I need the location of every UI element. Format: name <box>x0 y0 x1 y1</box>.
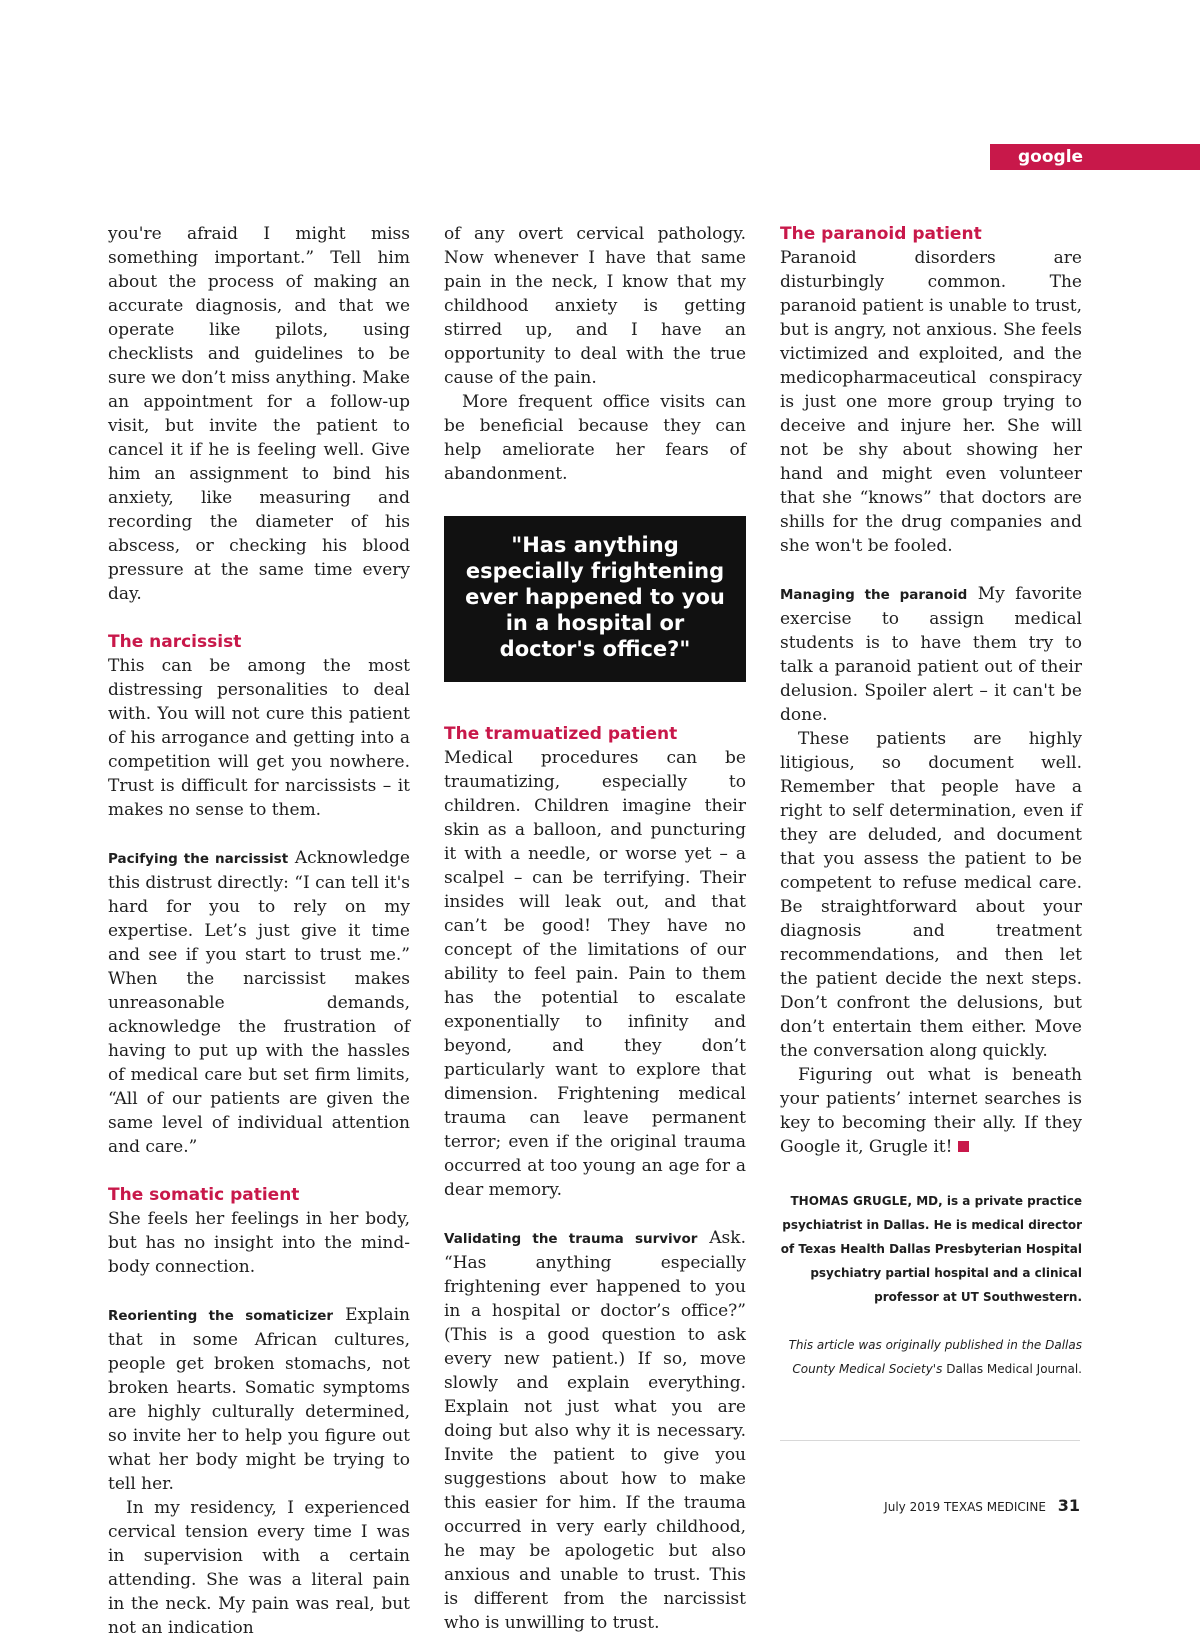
paragraph-traumatized: Medical procedures can be traumatizing, especially to children. Children imagine their skin as a balloon, and puncturing it with a needle, or worse yet – a scalpel – can be terrifying. Their insides will leak out, and that can’t be good! They have no concept of the limitations of our ability to feel pain. Pain to them has the potential to escalate exponentially to infinity and beyond, and they don’t particularly want to explore that dimension. Frightening medical trauma can leave permanent terror; even if the original trauma occurred at too young an age for a dear memory. <box>444 748 746 1200</box>
page-footer <box>884 1496 1080 1515</box>
paragraph-somatic: She feels her feelings in her body, but has no insight into the mind-body connection. <box>108 1209 410 1277</box>
publication-note <box>780 1333 1082 1381</box>
subhead-narcissist: The narcissist <box>108 632 242 652</box>
paragraph-reorienting <box>108 1303 410 1496</box>
run-in-head-managing: Managing the paranoid <box>780 587 968 603</box>
publication-note-italic: This article was originally published in the Dallas County Medical Society's <box>788 1338 1082 1376</box>
run-in-head-validating: Validating the trauma survivor <box>444 1231 698 1247</box>
divider <box>780 1440 1080 1441</box>
publication-note-journal: Dallas Medical Journal. <box>946 1362 1082 1376</box>
paragraph-figuring <box>780 1063 1082 1159</box>
paragraph-residency: In my residency, I experienced cervical tension every time I was in supervision with a certain attending. She was a literal pain in the neck. My pain was real, but not an indication <box>108 1498 410 1638</box>
paragraph-pacifying-text: Acknowledge this distrust directly: “I can tell it's hard for you to rely on my expertise. Let’s just give it time and see if you start to trust me.” When the narcissist makes unreasonable demands, acknowledge the frustration of having to put up with the hassles of medical care but set firm limits, “All of our patients are given the same level of individual attention and care.” <box>108 848 410 1157</box>
paragraph-visits: More frequent office visits can be beneficial because they can help ameliorate her fears of abandonment. <box>444 392 746 484</box>
footer-magazine: TEXAS MEDICINE <box>943 1500 1046 1514</box>
column-3 <box>780 222 1082 1381</box>
paragraph-intro: you're afraid I might miss something important.” Tell him about the process of making an accurate diagnosis, and that we operate like pilots, using checklists and guidelines to be sure we don’t miss anything. Make an appointment for a follow-up visit, but invite the patient to cancel it if he is feeling well. Give him an assignment to bind his anxiety, like measuring and recording the diameter of his abscess, or checking his blood pressure at the same time every day. <box>108 224 410 604</box>
paragraph-reorienting-text: Explain that in some African cultures, people get broken stomachs, not broken hearts. Somatic symptoms are highly culturally determined, so invite her to help you figure out what her body might be trying to tell her. <box>108 1305 410 1494</box>
end-mark-icon <box>958 1141 969 1152</box>
subhead-somatic: The somatic patient <box>108 1185 300 1205</box>
paragraph-figuring-text: Figuring out what is beneath your patients’ internet searches is key to becoming their ally. If they Google it, Grugle it! <box>780 1065 1082 1157</box>
paragraph-paranoid: Paranoid disorders are disturbingly common. The paranoid patient is unable to trust, but is angry, not anxious. She feels victimized and exploited, and the medicopharmaceutical conspiracy is just one more group trying to deceive and injure her. She will not be shy about showing her hand and might even volunteer that she “knows” that doctors are shills for the drug companies and she won't be fooled. <box>780 248 1082 556</box>
pull-quote: "Has anything especially frightening ever happened to you in a hospital or doctor's office?" <box>444 516 746 682</box>
paragraph-managing <box>780 582 1082 727</box>
subhead-traumatized: The tramuatized patient <box>444 724 678 744</box>
paragraph-narcissist: This can be among the most distressing personalities to deal with. You will not cure this patient of his arrogance and getting into a competition will get you nowhere. Trust is difficult for narcissists – it makes no sense to them. <box>108 656 410 820</box>
section-tag: google <box>990 144 1200 170</box>
column-2 <box>444 222 746 1635</box>
paragraph-pacifying <box>108 846 410 1159</box>
paragraph-continued: of any overt cervical pathology. Now whenever I have that same pain in the neck, I know that my childhood anxiety is getting stirred up, and I have an opportunity to deal with the true cause of the pain. <box>444 224 746 388</box>
column-1 <box>108 222 410 1640</box>
paragraph-litigious: These patients are highly litigious, so document well. Remember that people have a right to self determination, even if they are deluded, and document that you assess the patient to be competent to refuse medical care. Be straightforward about your diagnosis and treatment recommendations, and then let the patient decide the next steps. Don’t confront the delusions, but don’t entertain them either. Move the conversation along quickly. <box>780 729 1082 1061</box>
paragraph-validating <box>444 1226 746 1635</box>
run-in-head-pacifying: Pacifying the narcissist <box>108 851 289 867</box>
page-number: 31 <box>1057 1496 1080 1515</box>
paragraph-managing-text: My favorite exercise to assign medical students is to have them try to talk a paranoid patient out of their delusion. Spoiler alert – it can't be done. <box>780 584 1083 725</box>
run-in-head-reorienting: Reorienting the somaticizer <box>108 1308 334 1324</box>
subhead-paranoid: The paranoid patient <box>780 224 982 244</box>
author-bio: THOMAS GRUGLE, MD, is a private practice psychiatrist in Dallas. He is medical director of Texas Health Dallas Presbyterian Hospital psychiatry partial hospital and a clinical professor at UT Southwestern. <box>780 1194 1082 1304</box>
paragraph-validating-text: Ask. “Has anything especially frightening ever happened to you in a hospital or doctor’s office?” (This is a good question to ask every new patient.) If so, move slowly and explain everything. Explain not just what you are doing but also why it is necessary. Invite the patient to give you suggestions about how to make this easier for him. If the trauma occurred in very early childhood, he may be apologetic but also anxious and unable to trust. This is different from the narcissist who is unwilling to trust. <box>444 1228 746 1633</box>
footer-issue: July 2019 <box>884 1500 941 1514</box>
